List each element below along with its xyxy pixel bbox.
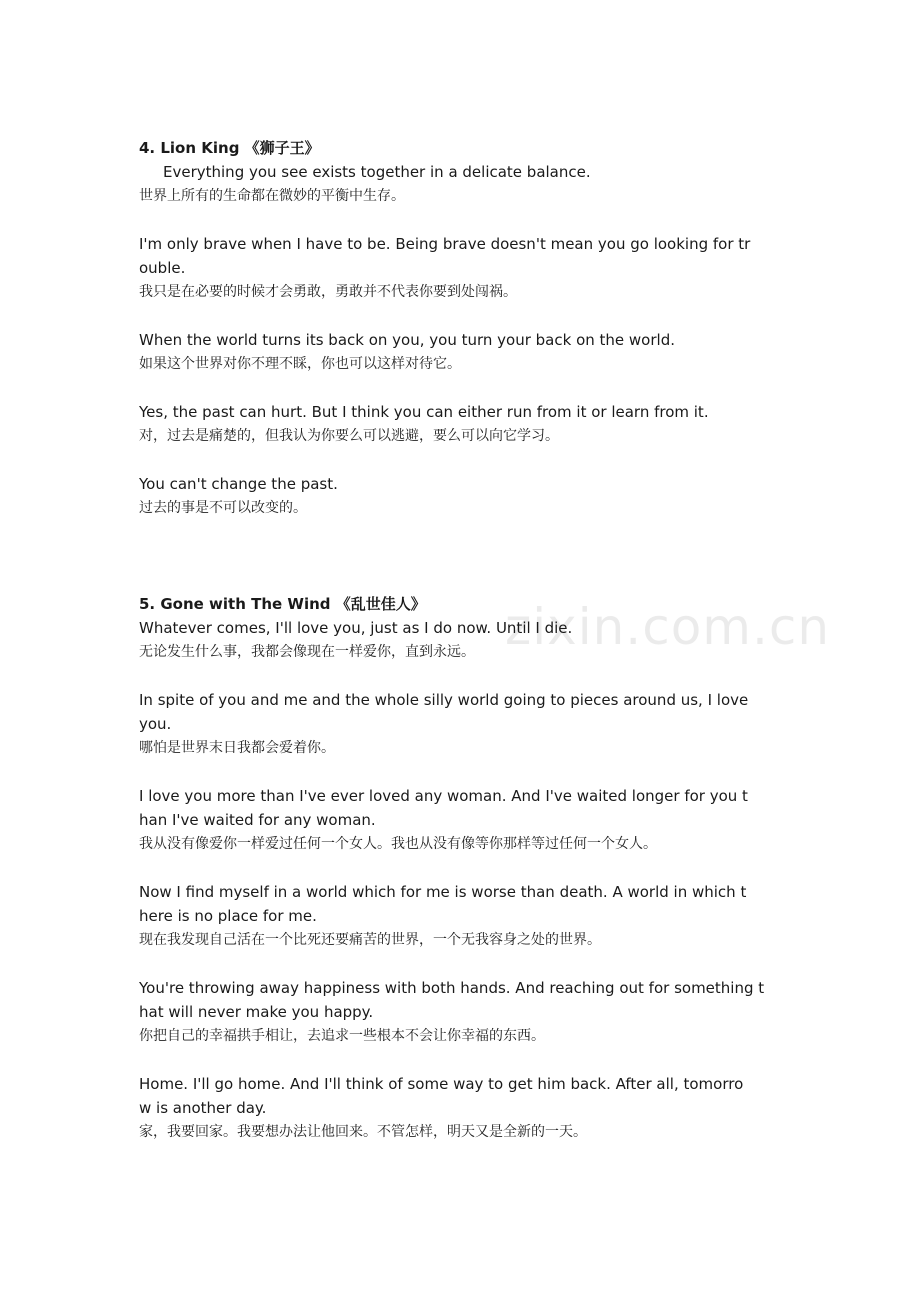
quote-en-line: In spite of you and me and the whole silly world going to pieces around us, I love xyxy=(139,691,749,709)
quote-en-line: ouble. xyxy=(139,259,186,277)
quote-en-line: hat will never make you happy. xyxy=(139,1003,374,1021)
quote-en-line: I'm only brave when I have to be. Being brave doesn't mean you go looking for tr xyxy=(139,235,751,253)
quote-zh-line: 我从没有像爱你一样爱过任何一个女人。我也从没有像等你那样等过任何一个女人。 xyxy=(139,836,657,852)
quote-en-line: You can't change the past. xyxy=(139,475,338,493)
section-4-title: 4. Lion King 《狮子王》 xyxy=(139,139,320,157)
quote-en-line: Yes, the past can hurt. But I think you can either run from it or learn from it. xyxy=(139,403,709,421)
watermark: zixin.com.cn xyxy=(505,598,831,656)
quote-en-line: Now I find myself in a world which for me is worse than death. A world in which t xyxy=(139,883,747,901)
section-5-title: 5. Gone with The Wind 《乱世佳人》 xyxy=(139,595,426,613)
quote-en-line: I love you more than I've ever loved any woman. And I've waited longer for you t xyxy=(139,787,748,805)
quote-zh-line: 家，我要回家。我要想办法让他回来。不管怎样，明天又是全新的一天。 xyxy=(139,1124,587,1140)
quote-zh-line: 世界上所有的生命都在微妙的平衡中生存。 xyxy=(139,188,405,204)
quote-zh-line: 无论发生什么事，我都会像现在一样爱你，直到永远。 xyxy=(139,644,475,660)
document-page xyxy=(139,136,779,1144)
quote-zh-line: 你把自己的幸福拱手相让，去追求一些根本不会让你幸福的东西。 xyxy=(139,1028,545,1044)
quote-en-line: here is no place for me. xyxy=(139,907,317,925)
quote-en-line: Home. I'll go home. And I'll think of some way to get him back. After all, tomorro xyxy=(139,1075,744,1093)
quote-en-line: You're throwing away happiness with both hands. And reaching out for something t xyxy=(139,979,765,997)
quote-zh-line: 哪怕是世界末日我都会爱着你。 xyxy=(139,740,335,756)
quote-en-line: han I've waited for any woman. xyxy=(139,811,376,829)
quote-zh-line: 如果这个世界对你不理不睬，你也可以这样对待它。 xyxy=(139,356,461,372)
quote-zh-line: 我只是在必要的时候才会勇敢，勇敢并不代表你要到处闯祸。 xyxy=(139,284,517,300)
quote-zh-line: 现在我发现自己活在一个比死还要痛苦的世界，一个无我容身之处的世界。 xyxy=(139,932,601,948)
quote-en-line: w is another day. xyxy=(139,1099,267,1117)
quote-en-line: Whatever comes, I'll love you, just as I do now. Until I die. xyxy=(139,619,573,637)
quote-en-line: When the world turns its back on you, you turn your back on the world. xyxy=(139,331,675,349)
quote-zh-line: 过去的事是不可以改变的。 xyxy=(139,500,307,516)
quote-en-line: you. xyxy=(139,715,172,733)
quote-en-line: Everything you see exists together in a delicate balance. xyxy=(163,163,591,181)
quote-zh-line: 对，过去是痛楚的，但我认为你要么可以逃避，要么可以向它学习。 xyxy=(139,428,559,444)
